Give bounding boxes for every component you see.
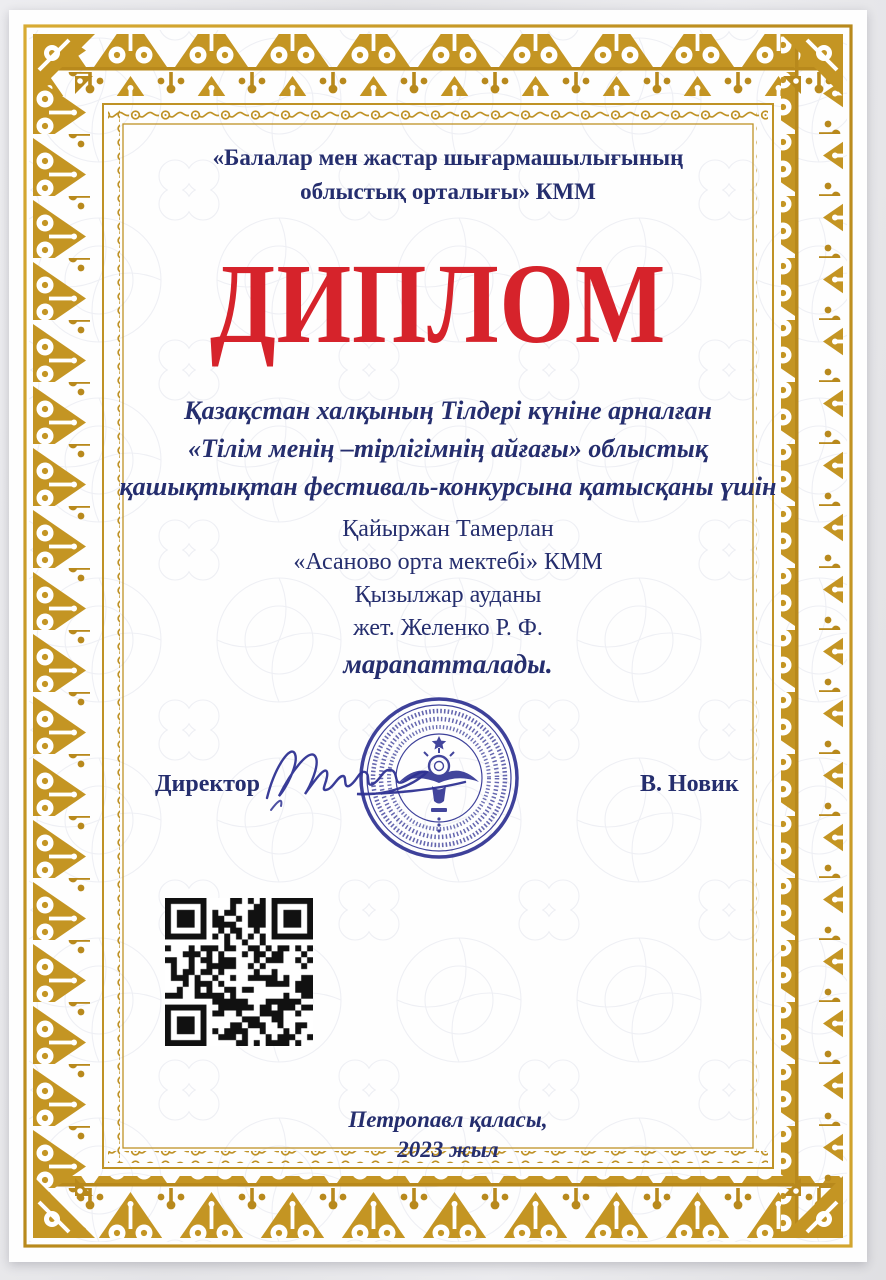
award-line-2: «Тілім менің –тірлігімнің айғағы» облыстық: [187, 434, 709, 463]
footer-year: 2023 жыл: [397, 1137, 499, 1162]
footer-city: Петропавл қаласы,: [348, 1107, 548, 1132]
footer-block: [79, 1105, 817, 1165]
certificate-page: [9, 10, 867, 1262]
award-description: [79, 392, 817, 506]
handwritten-signature: [261, 732, 491, 824]
recipient-district: Қызылжар ауданы: [354, 582, 542, 608]
signatory-role: Директор: [155, 771, 260, 797]
recipient-supervisor: жет. Желенко Р. Ф.: [353, 615, 543, 641]
award-line-1: Қазақстан халқының Тілдері күніне арналған: [183, 396, 712, 425]
organization-line-2: облыстық орталығы» КММ: [300, 179, 596, 204]
award-line-3: қашықтықтан фестиваль-конкурсына қатысқаны үшін: [119, 472, 777, 501]
organization-name: [79, 141, 817, 209]
recipient-school: «Асаново орта мектебі» КММ: [293, 549, 603, 575]
recipient-block: [79, 513, 817, 645]
diploma-title: ДИПЛОМ: [209, 240, 667, 367]
qr-code: [165, 898, 313, 1046]
awarded-word: марапатталады.: [343, 649, 553, 679]
signatory-name: В. Новик: [640, 771, 739, 797]
recipient-name: Қайыржан Тамерлан: [342, 516, 554, 542]
organization-line-1: «Балалар мен жастар шығармашылығының: [212, 145, 684, 170]
